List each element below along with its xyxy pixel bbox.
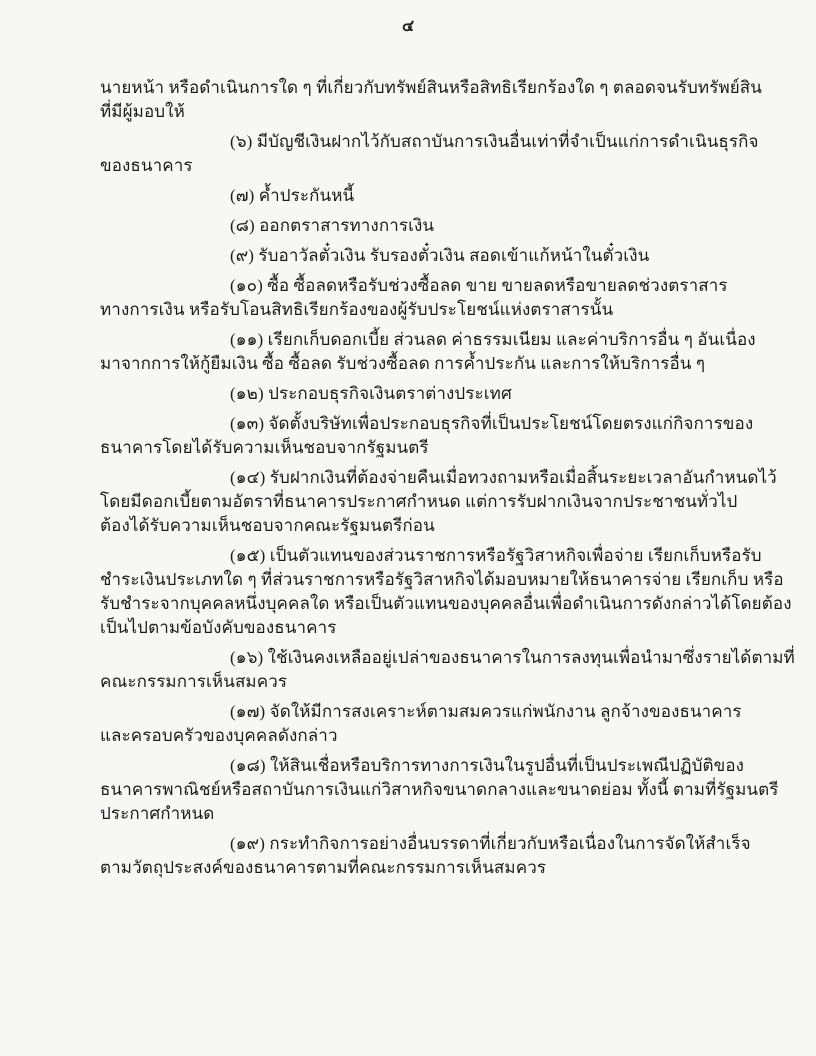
paragraph [100, 328, 756, 376]
text-line: (๑๕) เป็นตัวแทนของส่วนราชการหรือรัฐวิสาหกิจเพื่อจ่าย เรียกเก็บหรือรับ [230, 546, 762, 565]
text-line: และครอบครัวของบุคคลดังกล่าว [100, 726, 338, 745]
paragraph [100, 412, 754, 460]
paragraph [100, 646, 795, 694]
text-line: ตามวัตถุประสงค์ของธนาคารตามที่คณะกรรมการเห็นสมควร [100, 858, 547, 877]
text-line: (๑๙) กระทำกิจการอย่างอื่นบรรดาที่เกี่ยวกับหรือเนื่องในการจัดให้สำเร็จ [230, 834, 751, 853]
text-line: นายหน้า หรือดำเนินการใด ๆ ที่เกี่ยวกับทรัพย์สินหรือสิทธิเรียกร้องใด ๆ ตลอดจนรับทรัพย์สิน [100, 78, 763, 97]
paragraph [100, 214, 716, 238]
text-line: (๗) ค้ำประกันหนี้ [230, 186, 355, 205]
text-line: ทางการเงิน หรือรับโอนสิทธิเรียกร้องของผู้รับประโยชน์แห่งตราสารนั้น [100, 300, 614, 319]
text-line: (๙) รับอาวัลตั๋วเงิน รับรองตั๋วเงิน สอดเข้าแก้หน้าในตั๋วเงิน [230, 246, 650, 265]
paragraph [100, 244, 716, 268]
document-body [100, 76, 795, 880]
paragraph [100, 754, 779, 826]
text-line: มาจากการให้กู้ยืมเงิน ซื้อ ซื้อลด รับช่วงซื้อลด การค้ำประกัน และการให้บริการอื่น ๆ [100, 354, 706, 373]
text-line: ประกาศกำหนด [100, 804, 215, 823]
paragraph [100, 544, 792, 640]
paragraph [100, 76, 763, 124]
text-line: ต้องได้รับความเห็นชอบจากคณะรัฐมนตรีก่อน [100, 516, 435, 535]
text-line: ที่มีผู้มอบให้ [100, 102, 185, 121]
text-line: เป็นไปตามข้อบังคับของธนาคาร [100, 618, 337, 637]
text-line: (๑๒) ประกอบธุรกิจเงินตราต่างประเทศ [230, 384, 512, 403]
text-line: (๑๖) ใช้เงินคงเหลืออยู่เปล่าของธนาคารในการลงทุนเพื่อนำมาซึ่งรายได้ตามที่ [230, 648, 795, 667]
page-number: ๔ [401, 18, 415, 35]
text-line: (๖) มีบัญชีเงินฝากไว้กับสถาบันการเงินอื่นเท่าที่จำเป็นแก่การดำเนินธุรกิจ [230, 132, 759, 151]
text-line: คณะกรรมการเห็นสมควร [100, 672, 288, 691]
paragraph [100, 700, 742, 748]
text-line: (๑๗) จัดให้มีการสงเคราะห์ตามสมควรแก่พนักงาน ลูกจ้างของธนาคาร [230, 702, 742, 721]
paragraph [100, 832, 751, 880]
paragraph [100, 466, 777, 538]
text-line: โดยมีดอกเบี้ยตามอัตราที่ธนาคารประกาศกำหนด แต่การรับฝากเงินจากประชาชนทั่วไป [100, 492, 738, 511]
text-line: (๑๘) ให้สินเชื่อหรือบริการทางการเงินในรูปอื่นที่เป็นประเพณีปฏิบัติของ [230, 756, 745, 775]
text-line: ธนาคารพาณิชย์หรือสถาบันการเงินแก่วิสาหกิจขนาดกลางและขนาดย่อม ทั้งนี้ ตามที่รัฐมนตรี [100, 780, 779, 799]
paragraph [100, 130, 759, 178]
text-line: (๑๐) ซื้อ ซื้อลดหรือรับช่วงซื้อลด ขาย ขายลดหรือขายลดช่วงตราสาร [230, 276, 728, 295]
paragraph [100, 184, 716, 208]
text-line: ชำระเงินประเภทใด ๆ ที่ส่วนราชการหรือรัฐวิสาหกิจได้มอบหมายให้ธนาคารจ่าย เรียกเก็บ หรือ [100, 570, 784, 589]
text-line: (๑๓) จัดตั้งบริษัทเพื่อประกอบธุรกิจที่เป็นประโยชน์โดยตรงแก่กิจการของ [230, 414, 754, 433]
paragraph [100, 274, 728, 322]
text-line: ของธนาคาร [100, 156, 193, 175]
text-line: ธนาคารโดยได้รับความเห็นชอบจากรัฐมนตรี [100, 438, 429, 457]
paragraph [100, 382, 716, 406]
text-line: รับชำระจากบุคคลหนึ่งบุคคลใด หรือเป็นตัวแทนของบุคคลอื่นเพื่อดำเนินการดังกล่าวได้โดยต้อง [100, 594, 792, 613]
text-line: (๘) ออกตราสารทางการเงิน [230, 216, 435, 235]
text-line: (๑๔) รับฝากเงินที่ต้องจ่ายคืนเมื่อทวงถามหรือเมื่อสิ้นระยะเวลาอันกำหนดไว้ [230, 468, 777, 487]
text-line: (๑๑) เรียกเก็บดอกเบี้ย ส่วนลด ค่าธรรมเนียม และค่าบริการอื่น ๆ อันเนื่อง [230, 330, 756, 349]
